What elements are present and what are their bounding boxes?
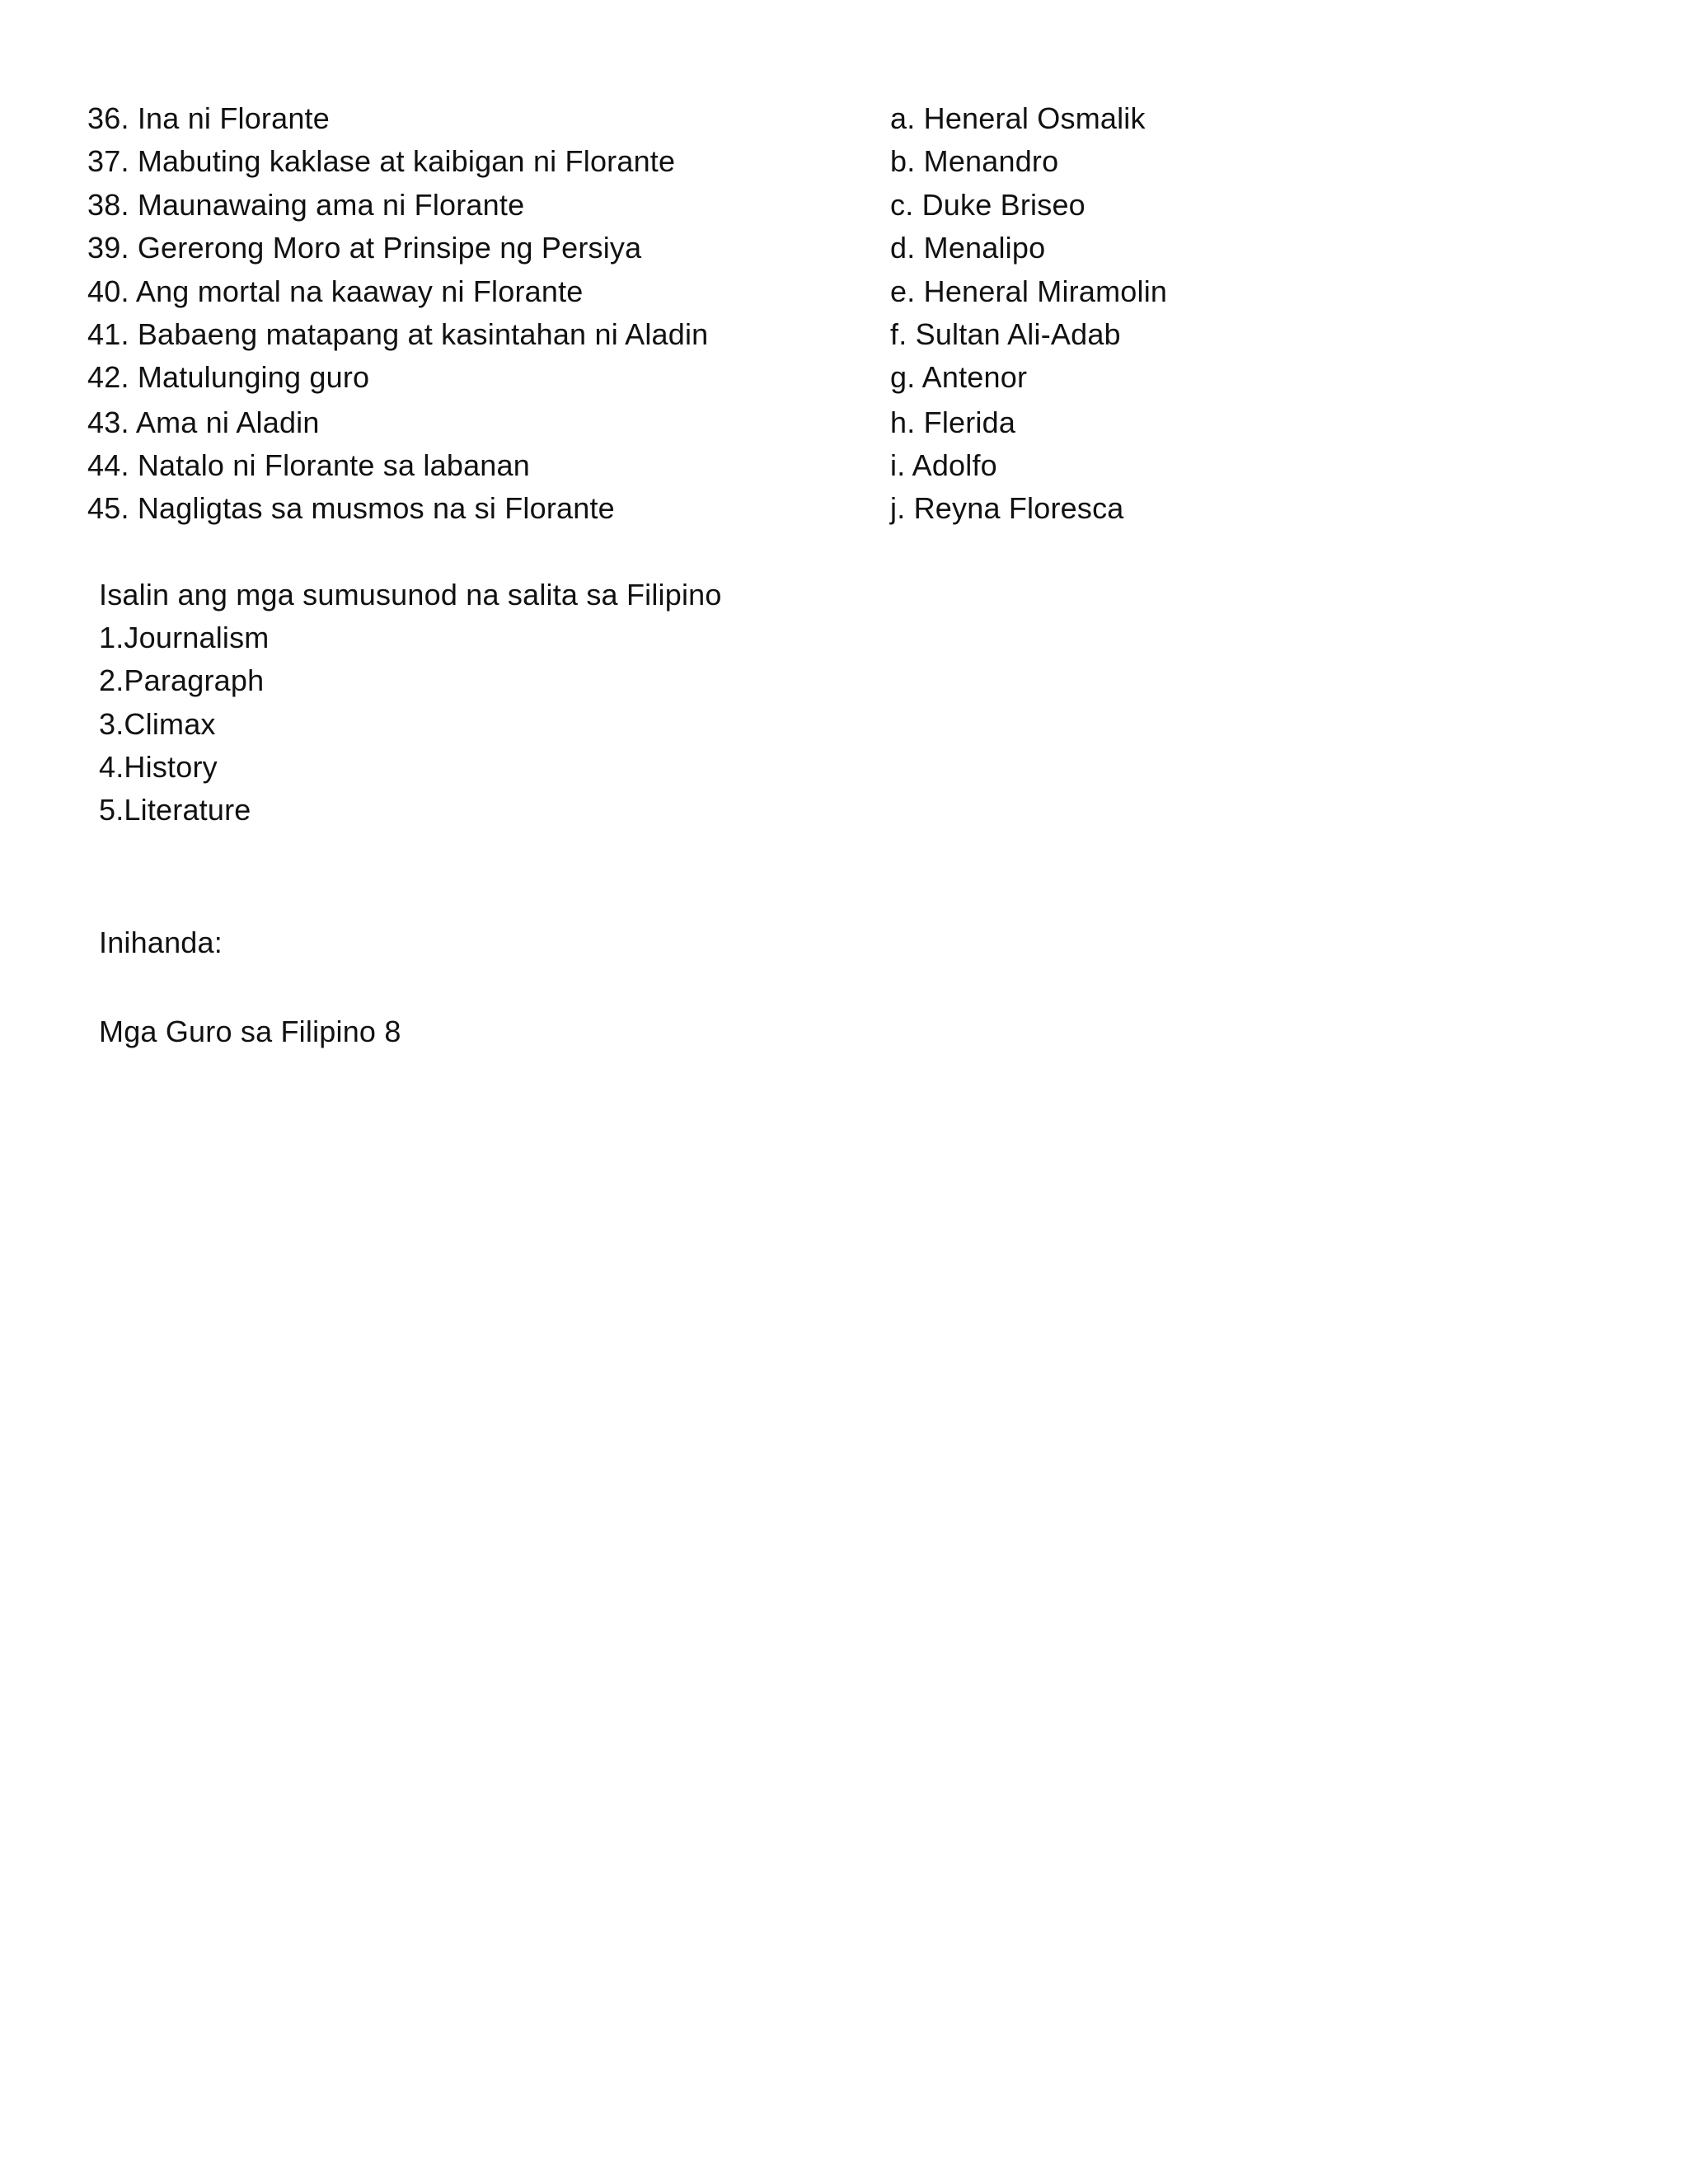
prepared-by-name: Mga Guro sa Filipino 8 bbox=[99, 1015, 401, 1048]
matching-choice: c. Duke Briseo bbox=[890, 188, 1085, 222]
matching-item: 36. Ina ni Florante bbox=[87, 101, 330, 135]
translation-word: 3.Climax bbox=[99, 707, 216, 741]
matching-item: 38. Maunawaing ama ni Florante bbox=[87, 188, 525, 222]
matching-item: 37. Mabuting kaklase at kaibigan ni Florante bbox=[87, 144, 676, 178]
translation-word: 5.Literature bbox=[99, 793, 251, 827]
matching-item: 39. Gererong Moro at Prinsipe ng Persiya bbox=[87, 231, 642, 265]
matching-choice: h. Flerida bbox=[890, 405, 1016, 439]
translation-word: 2.Paragraph bbox=[99, 663, 265, 697]
matching-choice: d. Menalipo bbox=[890, 231, 1046, 265]
matching-choice: a. Heneral Osmalik bbox=[890, 101, 1146, 135]
matching-item: 44. Natalo ni Florante sa labanan bbox=[87, 448, 530, 482]
matching-item: 45. Nagligtas sa musmos na si Florante bbox=[87, 491, 615, 525]
matching-item: 42. Matulunging guro bbox=[87, 360, 370, 394]
matching-choice: j. Reyna Floresca bbox=[890, 491, 1124, 525]
translation-word: 1.Journalism bbox=[99, 621, 270, 654]
prepared-label: Inihanda: bbox=[99, 926, 223, 959]
translation-word: 4.History bbox=[99, 750, 218, 784]
matching-choice: g. Antenor bbox=[890, 360, 1028, 394]
matching-item: 43. Ama ni Aladin bbox=[87, 405, 320, 439]
matching-choice: b. Menandro bbox=[890, 144, 1059, 178]
matching-choice: e. Heneral Miramolin bbox=[890, 274, 1168, 308]
matching-choice: i. Adolfo bbox=[890, 448, 997, 482]
translation-instruction: Isalin ang mga sumusunod na salita sa Filipino bbox=[99, 578, 722, 612]
matching-item: 41. Babaeng matapang at kasintahan ni Aladin bbox=[87, 317, 709, 351]
matching-item: 40. Ang mortal na kaaway ni Florante bbox=[87, 274, 584, 308]
matching-choice: f. Sultan Ali-Adab bbox=[890, 317, 1121, 351]
